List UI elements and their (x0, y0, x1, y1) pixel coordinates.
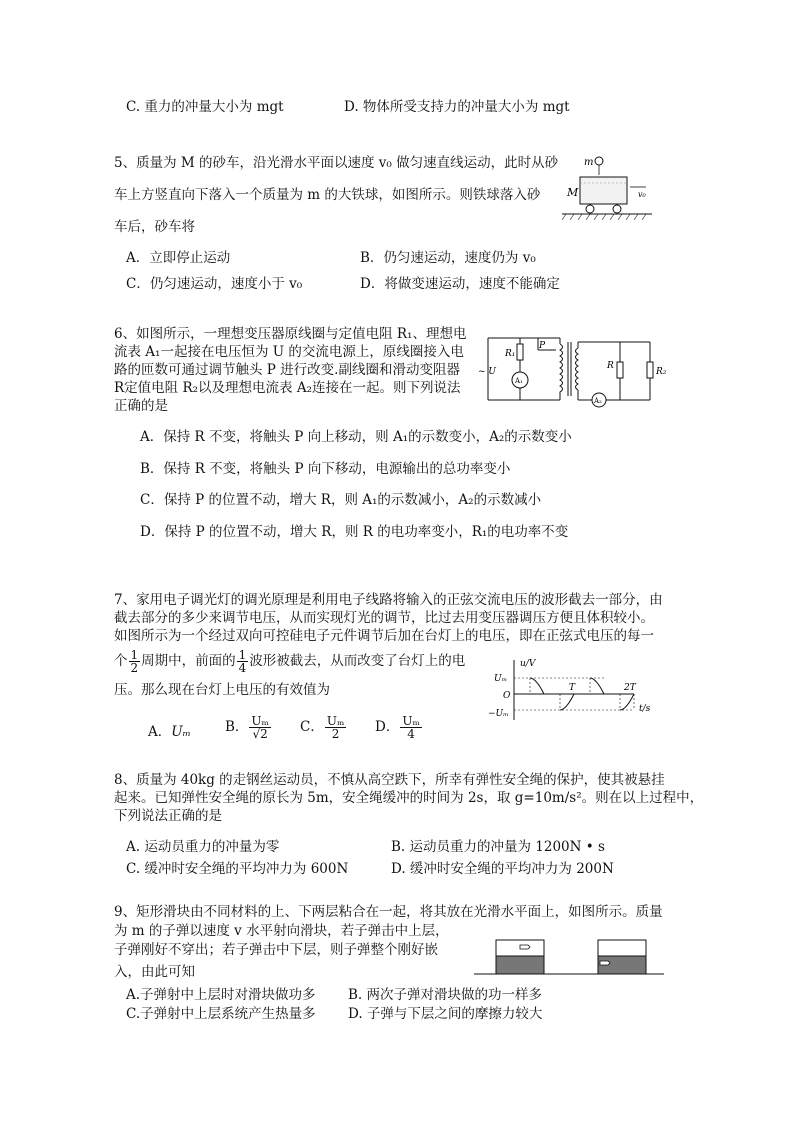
q9-stem-line3: 子弹刚好不穿出；若子弹击中下层，则子弹整个刚好嵌 (114, 942, 438, 958)
q9-option-b: B. 两次子弹对滑块做的功一样多 (348, 987, 543, 1003)
q9-stem-line2: 为 m 的子弹以速度 v 水平射向滑块，若子弹击中上层， (114, 923, 449, 939)
q8-option-d: D. 缓冲时安全绳的平均冲力为 200N (391, 861, 614, 877)
q5-stem-line3: 车后，砂车将 (114, 219, 195, 235)
q7-stem-line5: 压。那么现在台灯上电压的有效值为 (114, 682, 330, 698)
q8-option-b: B. 运动员重力的冲量为 1200N • s (391, 839, 605, 855)
transformer-circuit-figure (480, 330, 680, 410)
sand-cart-figure (560, 150, 660, 230)
tick-2t: 2T (624, 683, 636, 693)
bullet-upper (520, 945, 530, 949)
label-u: ~ U (478, 367, 496, 377)
cart-wheel-right (613, 205, 621, 213)
q7-stem-line3: 如图所示为一个经过双向可控硅电子元件调节后加在台灯上的电压，即在正弦式电压的每一 (114, 628, 654, 644)
wave-segment-2 (560, 694, 574, 710)
q5-option-c: C．仍匀速运动，速度小于 v₀ (126, 276, 303, 292)
resistor-r2 (647, 362, 653, 378)
q7-stem-line1: 7、家用电子调光灯的调光原理是利用电子线路将输入的正弦交流电压的波形截去一部分，由 (114, 592, 663, 608)
q7-option-a: A．Uₘ (148, 724, 191, 740)
q4-option-d: D. 物体所受支持力的冲量大小为 mgt (344, 99, 570, 115)
label-neg-um: −Uₘ (488, 709, 509, 719)
wave-segment-3 (590, 678, 604, 694)
label-o: O (503, 691, 511, 701)
q6-option-a: A．保持 R 不变，将触头 P 向上移动，则 A₁的示数变小，A₂的示数变小 (140, 429, 572, 445)
label-p: P (539, 341, 546, 351)
q6-option-c: C．保持 P 的位置不动，增大 R，则 A₁的示数减小，A₂的示数减小 (140, 492, 542, 508)
label-M: M (567, 186, 579, 199)
q7-stem-line4: 个 $\frac{1}{2}$ 周期中，前面的 $\frac{1}{4}$ 波形被截去，从而改变了台灯上的电 (114, 648, 466, 675)
q8-stem-line3: 下列说法正确的是 (114, 808, 222, 824)
q8-option-a: A. 运动员重力的冲量为零 (126, 839, 280, 855)
q6-stem-line3: 路的匝数可通过调节触头 P 进行改变.副线圈和滑动变阻器 (114, 362, 460, 378)
voltage-waveform-figure (484, 654, 664, 724)
fraction-half: $\frac{1}{2}$ (130, 648, 139, 675)
cart-wheel-left (586, 205, 594, 213)
q5-option-b: B．仍匀速运动，速度仍为 v₀ (360, 250, 536, 266)
q9-stem-line4: 入，由此可知 (114, 964, 195, 980)
q5-stem-line1: 5、质量为 M 的砂车，沿光滑水平面以速度 v₀ 做匀速直线运动，此时从砂 (114, 155, 559, 171)
secondary-coil (576, 348, 579, 390)
q5-option-a: A．立即停止运动 (126, 250, 231, 266)
q7-stem-line2: 截去部分的多少来调节电压，从而实现灯光的调节，比过去用变压器调压方便且体积较小。 (114, 610, 654, 626)
label-r: R (607, 361, 614, 371)
q6-option-d: D．保持 P 的位置不动，增大 R，则 R 的电功率变小，R₁的电功率不变 (140, 524, 569, 540)
label-r1: R₁ (505, 349, 516, 359)
x-axis-label: t/s (639, 704, 651, 714)
q5-option-d: D．将做变速运动，速度不能确定 (360, 276, 560, 292)
q7-option-d: D． $\frac{\text{Uₘ}}{4}$ (375, 714, 420, 741)
q6-stem-line5: 正确的是 (114, 398, 168, 414)
primary-coil (560, 338, 563, 400)
resistor-r1 (517, 344, 523, 360)
label-v: v₀ (638, 190, 646, 199)
wave-segment-4 (620, 694, 634, 710)
wave-segment-1 (530, 678, 544, 694)
q9-option-a: A.子弹射中上层时对滑块做功多 (126, 987, 316, 1003)
label-a2: A₂ (594, 397, 602, 405)
q7-option-b: B． $\frac{\text{Uₘ}}{√2}$ (225, 714, 269, 741)
tick-t: T (569, 683, 576, 693)
q9-option-c: C.子弹射中上层系统产生热量多 (126, 1006, 316, 1022)
q8-stem-line1: 8、质量为 40kg 的走钢丝运动员，不慎从高空跌下，所幸有弹性安全绳的保护，使其被悬挂 (114, 772, 665, 788)
q9-option-d: D. 子弹与下层之间的摩擦力较大 (348, 1006, 543, 1022)
sliding-block-figure (474, 932, 664, 978)
bullet-lower (600, 961, 610, 965)
q8-option-c: C. 缓冲时安全绳的平均冲力为 600N (126, 861, 349, 877)
fraction-quarter: $\frac{1}{4}$ (238, 648, 247, 675)
q5-stem-line2: 车上方竖直向下落入一个质量为 m 的大铁球，如图所示。则铁球落入砂 (114, 187, 541, 203)
rheostat-r (617, 362, 623, 378)
q6-stem-line4: R定值电阻 R₂以及理想电流表 A₂连接在一起。则下列说法 (114, 380, 461, 396)
y-axis-label: u/V (520, 659, 536, 669)
label-m: m (584, 157, 594, 168)
q4-option-c: C. 重力的冲量大小为 mgt (126, 99, 284, 115)
label-um: Uₘ (494, 674, 508, 684)
block-left-lower (496, 956, 544, 974)
iron-ball (595, 157, 603, 165)
q6-stem-line1: 6、如图所示，一理想变压器原线圈与定值电阻 R₁、理想电 (114, 326, 467, 342)
q6-option-b: B．保持 R 不变，将触头 P 向下移动，电源输出的总功率变小 (140, 461, 511, 477)
q9-stem-line1: 9、矩形滑块由不同材料的上、下两层粘合在一起，将其放在光滑水平面上，如图所示。质量 (114, 904, 663, 920)
label-a1: A₁ (515, 377, 523, 385)
q7-option-c: C． $\frac{\text{Uₘ}}{2}$ (300, 714, 345, 741)
q8-stem-line2: 起来。已知弹性安全绳的原长为 5m，安全绳缓冲的时间为 2s，取 g=10m/s²。则在以上过程中， (114, 790, 704, 806)
label-r2: R₂ (656, 367, 667, 377)
q6-stem-line2: 流表 A₁一起接在电压恒为 U 的交流电源上，原线圈接入电 (114, 344, 464, 360)
cart-body (580, 177, 627, 204)
